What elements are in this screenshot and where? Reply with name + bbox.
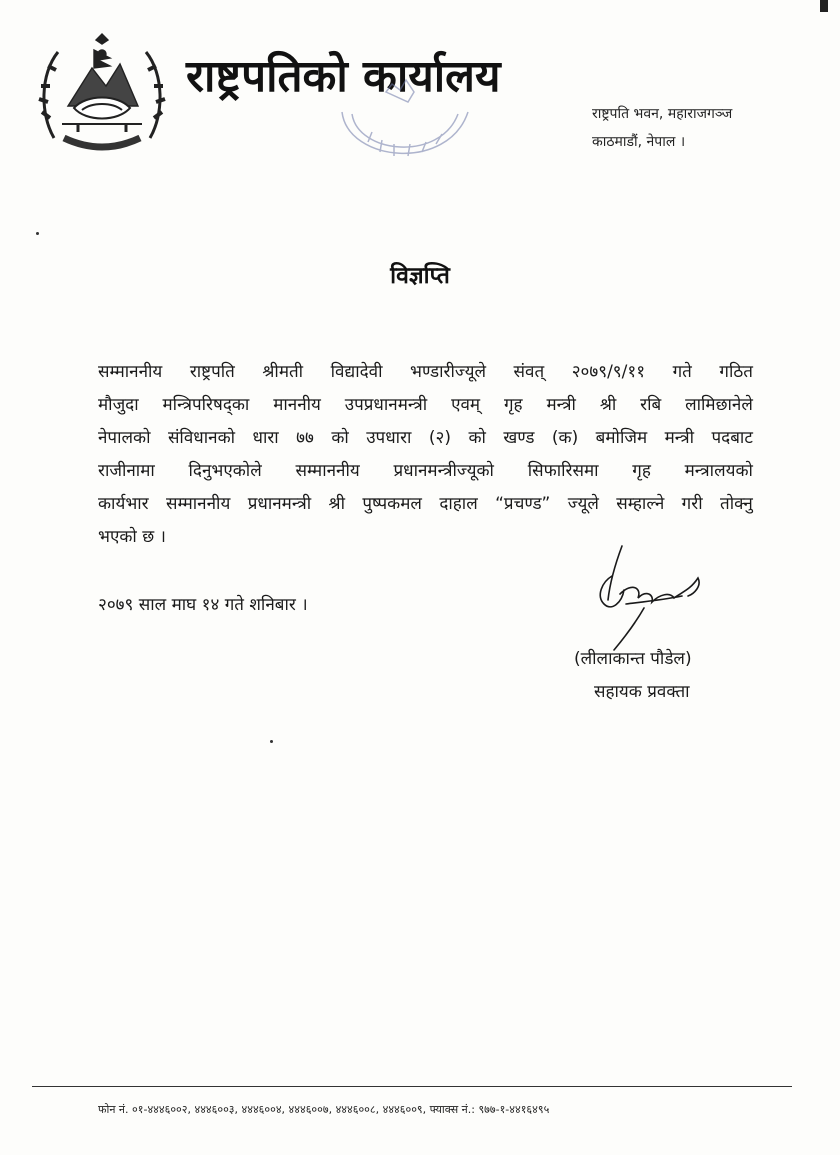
body-word: धारा xyxy=(252,428,279,448)
office-seal-icon xyxy=(328,72,478,182)
body-word: एवम् xyxy=(451,395,481,415)
scan-speck xyxy=(36,232,39,235)
body-word: नेपालको xyxy=(98,428,151,448)
body-word: श्री xyxy=(599,395,617,415)
body-word: दाहाल xyxy=(439,494,478,514)
body-word: खण्ड xyxy=(503,428,535,448)
notice-heading: विज्ञप्ति xyxy=(390,263,450,289)
body-word: मन्त्रिपरिषद्का xyxy=(162,395,250,415)
body-word: श्रीमती xyxy=(262,362,304,382)
body-word: कार्यभार xyxy=(98,494,149,514)
body-word: पदबाट xyxy=(711,428,753,448)
body-line xyxy=(98,389,753,422)
body-word: २०७९/९/११ xyxy=(571,362,646,382)
body-word: रबि xyxy=(640,395,662,415)
signatory-name: (लीलाकान्त पौडेल) xyxy=(574,649,692,669)
notice-body xyxy=(98,356,753,554)
body-word: राजीनामा xyxy=(98,461,155,481)
body-word: मौजुदा xyxy=(98,395,139,415)
office-address xyxy=(592,100,732,156)
body-word: तोक्नु xyxy=(720,494,753,514)
body-word: बमोजिम xyxy=(595,428,648,448)
body-word: संवत् xyxy=(513,362,545,382)
footer-contact: फोन नं. ०१-४४४६००२, ४४४६००३, ४४४६००४, ४४४६००७, ४४४६००८, ४४४६००९, फ्याक्स नं.: ९७७-१-४४१६४९५ xyxy=(98,1103,550,1116)
body-line xyxy=(98,455,753,488)
body-word: (२) xyxy=(428,428,451,448)
body-word: सम्माननीय xyxy=(98,362,163,382)
body-word: उपप्रधानमन्त्री xyxy=(344,395,428,415)
body-word: गृह xyxy=(632,461,651,481)
body-word: राष्ट्रपति xyxy=(189,362,235,382)
body-word: गते xyxy=(672,362,692,382)
body-word: को xyxy=(331,428,349,448)
body-word: सिफारिसमा xyxy=(527,461,599,481)
body-word: मन्त्री xyxy=(546,395,576,415)
body-word: “प्रचण्ड” xyxy=(495,494,551,514)
body-word: सम्माननीय xyxy=(166,494,231,514)
body-word: सम्हाल्ने xyxy=(616,494,665,514)
body-word: दिनुभएकोले xyxy=(188,461,262,481)
body-word: प्रधानमन्त्री xyxy=(247,494,312,514)
body-word: भएको छ । xyxy=(98,527,166,547)
body-line xyxy=(98,422,753,455)
body-word: श्री xyxy=(328,494,345,514)
nepal-emblem-icon xyxy=(34,28,170,156)
body-word: गठित xyxy=(719,362,753,382)
body-word: को xyxy=(468,428,486,448)
body-word: माननीय xyxy=(273,395,321,415)
scan-corner-mark xyxy=(820,0,828,12)
address-line: राष्ट्रपति भवन, महाराजगञ्ज xyxy=(592,106,733,122)
body-word: भण्डारीज्यूले xyxy=(410,362,487,382)
signature-icon xyxy=(582,542,712,652)
body-word: ७७ xyxy=(296,428,314,448)
body-word: गृह xyxy=(503,395,523,415)
scan-speck xyxy=(270,740,273,743)
body-word: पुष्पकमल xyxy=(362,494,422,514)
footer-divider xyxy=(32,1086,792,1087)
body-word: लामिछानेले xyxy=(685,395,753,415)
body-line xyxy=(98,488,753,521)
office-name: राष्ट्रपतिको कार्यालय xyxy=(186,51,501,102)
body-line xyxy=(98,356,753,389)
body-word: विद्यादेवी xyxy=(330,362,383,382)
notice-date: २०७९ साल माघ १४ गते शनिबार । xyxy=(98,595,308,615)
body-word: मन्त्री xyxy=(664,428,695,448)
body-word: गरी xyxy=(681,494,703,514)
body-word: सम्माननीय xyxy=(295,461,360,481)
address-line: काठमाडौं, नेपाल । xyxy=(592,134,686,150)
body-word: संविधानको xyxy=(167,428,236,448)
body-word: (क) xyxy=(551,428,579,448)
body-word: ज्यूले xyxy=(567,494,599,514)
body-word: उपधारा xyxy=(366,428,412,448)
body-word: प्रधानमन्त्रीज्यूको xyxy=(393,461,494,481)
signatory-title: सहायक प्रवक्ता xyxy=(594,682,690,702)
body-word: मन्त्रालयको xyxy=(684,461,753,481)
